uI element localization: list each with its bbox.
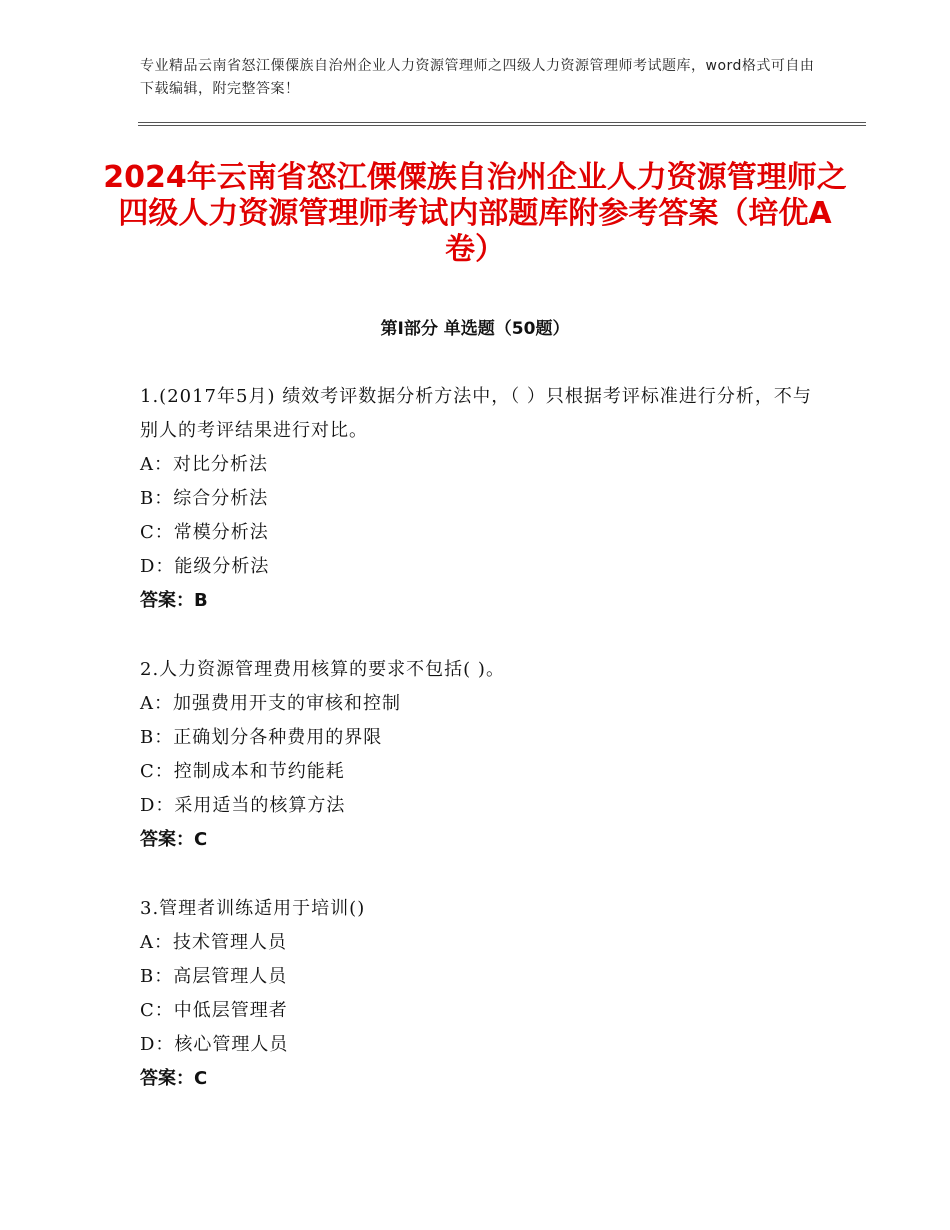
section-title: 第Ⅰ部分 单选题（50题） xyxy=(380,319,570,339)
question-stem: 2.人力资源管理费用核算的要求不包括( )。 xyxy=(140,659,505,680)
option-c: C：控制成本和节约能耗 xyxy=(140,761,345,782)
answer: 答案：C xyxy=(140,1068,208,1089)
option-c: C：中低层管理者 xyxy=(140,1000,288,1021)
option-d: D：采用适当的核算方法 xyxy=(140,795,346,816)
option-a: A：对比分析法 xyxy=(140,454,268,475)
option-d: D：核心管理人员 xyxy=(140,1034,289,1055)
header-divider-top xyxy=(138,122,866,123)
question-1 xyxy=(140,380,820,618)
question-list xyxy=(140,380,820,1131)
header-divider-bottom xyxy=(138,125,866,126)
question-stem: 1.(2017年5月) 绩效考评数据分析方法中，（ ）只根据考评标准进行分析，不与别人的考评结果进行对比。 xyxy=(140,386,812,441)
option-a: A：加强费用开支的审核和控制 xyxy=(140,693,401,714)
header-note: 专业精品云南省怒江傈僳族自治州企业人力资源管理师之四级人力资源管理师考试题库，word格式可自由下载编辑，附完整答案！ xyxy=(140,58,815,97)
document-title: 2024年云南省怒江傈僳族自治州企业人力资源管理师之四级人力资源管理师考试内部题库附参考答案（培优A卷） xyxy=(103,160,847,267)
answer: 答案：B xyxy=(140,590,208,611)
answer: 答案：C xyxy=(140,829,208,850)
option-d: D：能级分析法 xyxy=(140,556,270,577)
option-c: C：常模分析法 xyxy=(140,522,269,543)
question-stem: 3.管理者训练适用于培训() xyxy=(140,898,366,919)
question-2 xyxy=(140,653,820,857)
question-3 xyxy=(140,892,820,1096)
option-b: B：正确划分各种费用的界限 xyxy=(140,727,383,748)
option-b: B：综合分析法 xyxy=(140,488,269,509)
option-a: A：技术管理人员 xyxy=(140,932,287,953)
option-b: B：高层管理人员 xyxy=(140,966,288,987)
